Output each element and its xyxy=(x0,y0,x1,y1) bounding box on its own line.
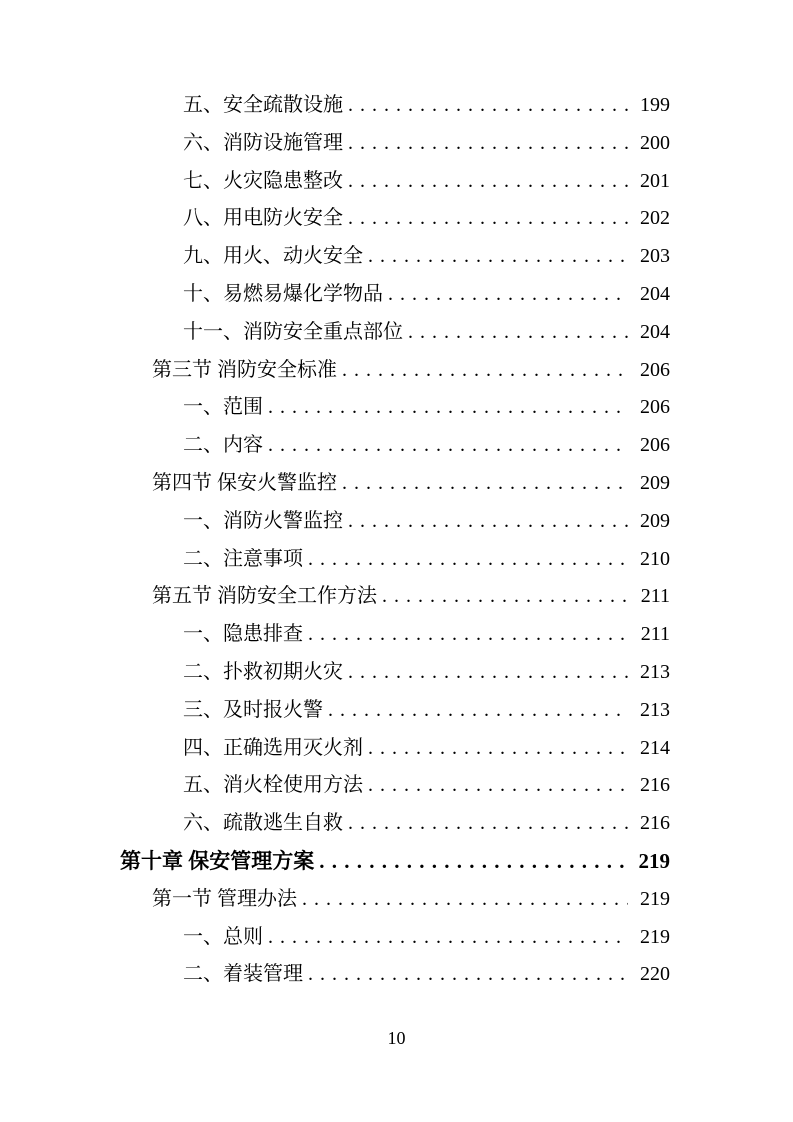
toc-dot-leader xyxy=(382,578,628,616)
toc-entry xyxy=(120,125,670,163)
toc-entry xyxy=(120,805,670,843)
toc-entry-page: 204 xyxy=(640,282,670,305)
toc-dot-leader xyxy=(319,843,628,881)
toc-entry xyxy=(120,200,670,238)
toc-entry xyxy=(120,238,670,276)
toc-entry-page: 216 xyxy=(640,774,670,797)
toc-dot-leader xyxy=(268,389,628,427)
toc-dot-leader xyxy=(342,352,628,390)
toc-entry-label: 八、用电防火安全 xyxy=(183,207,343,230)
toc-dot-leader xyxy=(342,465,628,503)
toc-entry-page: 201 xyxy=(640,169,670,192)
toc-dot-leader xyxy=(368,730,628,768)
toc-entry xyxy=(120,843,670,881)
toc-entry-label: 五、安全疏散设施 xyxy=(183,94,343,116)
toc-entry-page: 209 xyxy=(640,471,670,494)
toc-entry-page: 202 xyxy=(640,207,670,230)
toc-dot-leader xyxy=(368,767,628,805)
toc-entry xyxy=(120,87,670,125)
table-of-contents xyxy=(120,87,670,994)
toc-entry xyxy=(120,881,670,919)
toc-entry-label: 六、消防设施管理 xyxy=(183,131,343,154)
toc-dot-leader xyxy=(328,692,628,730)
toc-entry-page: 219 xyxy=(638,848,670,873)
toc-dot-leader xyxy=(388,276,628,314)
toc-entry-label: 二、注意事项 xyxy=(183,547,303,570)
toc-entry-label: 九、用火、动火安全 xyxy=(183,245,363,268)
toc-dot-leader xyxy=(408,314,628,352)
toc-entry-page: 211 xyxy=(640,623,670,646)
toc-entry-label: 二、内容 xyxy=(183,434,263,457)
toc-dot-leader xyxy=(348,654,628,692)
toc-entry-label: 一、隐患排查 xyxy=(183,623,303,646)
toc-entry-page: 210 xyxy=(640,547,670,570)
toc-entry-label: 一、消防火警监控 xyxy=(183,509,343,532)
toc-entry xyxy=(120,276,670,314)
toc-entry-page: 203 xyxy=(640,245,670,268)
toc-entry xyxy=(120,616,670,654)
toc-entry xyxy=(120,956,670,994)
toc-entry-page: 216 xyxy=(640,812,670,835)
toc-dot-leader xyxy=(308,541,628,579)
toc-entry xyxy=(120,692,670,730)
toc-entry-label: 十、易燃易爆化学物品 xyxy=(183,282,383,305)
toc-dot-leader xyxy=(308,956,628,994)
toc-entry-page: 211 xyxy=(640,585,670,608)
toc-dot-leader xyxy=(368,238,628,276)
toc-entry xyxy=(120,919,670,957)
toc-entry-label: 第一节 管理办法 xyxy=(152,887,297,910)
toc-dot-leader xyxy=(348,163,628,201)
toc-entry-page: 206 xyxy=(640,434,670,457)
toc-entry-label: 六、疏散逃生自救 xyxy=(183,812,343,835)
toc-dot-leader xyxy=(348,200,628,238)
toc-entry xyxy=(120,465,670,503)
toc-dot-leader xyxy=(348,125,628,163)
toc-entry xyxy=(120,578,670,616)
toc-entry-page: 213 xyxy=(640,660,670,683)
toc-entry-page: 213 xyxy=(640,698,670,721)
toc-dot-leader xyxy=(268,427,628,465)
toc-dot-leader xyxy=(348,87,628,125)
toc-entry-label: 七、火灾隐患整改 xyxy=(183,169,343,192)
toc-entry-page: 219 xyxy=(640,887,670,910)
toc-dot-leader xyxy=(302,881,628,919)
toc-entry-label: 五、消火栓使用方法 xyxy=(183,774,363,797)
toc-dot-leader xyxy=(308,616,628,654)
toc-entry xyxy=(120,427,670,465)
toc-entry xyxy=(120,503,670,541)
toc-entry-page: 214 xyxy=(640,736,670,759)
toc-entry-label: 十一、消防安全重点部位 xyxy=(183,320,403,343)
toc-entry-label: 四、正确选用灭火剂 xyxy=(183,736,363,759)
toc-entry xyxy=(120,352,670,390)
toc-dot-leader xyxy=(348,805,628,843)
toc-entry-page: 199 xyxy=(640,94,670,116)
toc-entry-label: 二、扑救初期火灾 xyxy=(183,660,343,683)
toc-entry-label: 一、总则 xyxy=(183,925,263,948)
toc-entry-page: 206 xyxy=(640,358,670,381)
toc-entry xyxy=(120,163,670,201)
toc-entry xyxy=(120,389,670,427)
toc-entry-label: 第五节 消防安全工作方法 xyxy=(152,585,377,608)
toc-entry-page: 200 xyxy=(640,131,670,154)
toc-entry-label: 第十章 保安管理方案 xyxy=(120,848,315,873)
toc-entry-page: 206 xyxy=(640,396,670,419)
toc-entry-page: 209 xyxy=(640,509,670,532)
toc-entry-label: 第三节 消防安全标准 xyxy=(152,358,337,381)
toc-entry xyxy=(120,654,670,692)
toc-entry-page: 204 xyxy=(640,320,670,343)
toc-entry-page: 220 xyxy=(640,963,670,986)
toc-dot-leader xyxy=(268,919,628,957)
toc-entry xyxy=(120,541,670,579)
toc-entry-label: 三、及时报火警 xyxy=(183,698,323,721)
toc-entry-label: 第四节 保安火警监控 xyxy=(152,471,337,494)
toc-entry xyxy=(120,314,670,352)
toc-entry-label: 一、范围 xyxy=(183,396,263,419)
toc-dot-leader xyxy=(348,503,628,541)
toc-entry xyxy=(120,730,670,768)
page-number: 10 xyxy=(387,1028,406,1048)
toc-entry xyxy=(120,767,670,805)
toc-entry-label: 二、着装管理 xyxy=(183,963,303,986)
toc-entry-page: 219 xyxy=(640,925,670,948)
